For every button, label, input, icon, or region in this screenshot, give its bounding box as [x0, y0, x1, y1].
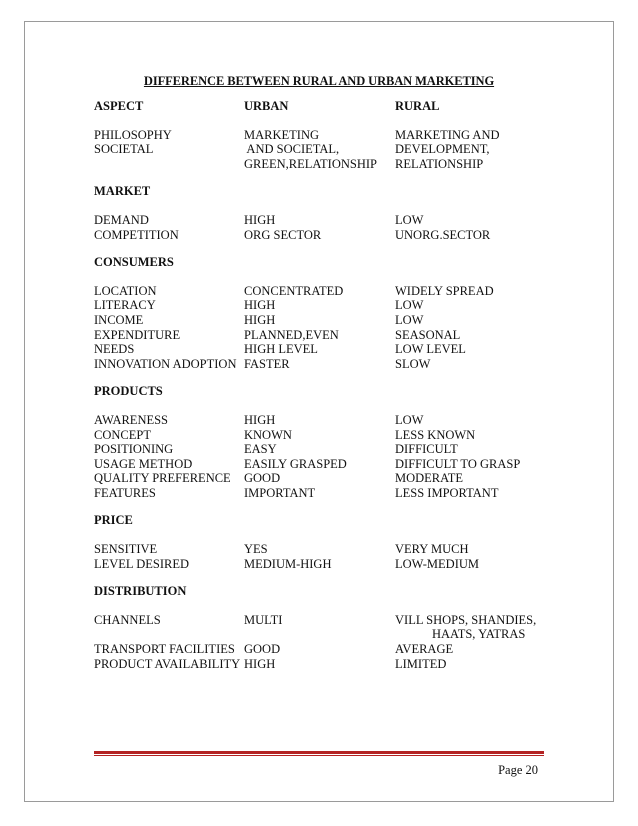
table-row	[94, 413, 564, 428]
urban-cell: MULTI	[244, 612, 283, 627]
urban-cell: HIGH	[244, 212, 276, 227]
table-row	[94, 442, 564, 457]
urban-cell: MARKETING	[244, 127, 319, 142]
urban-cell: KNOWN	[244, 427, 292, 442]
rural-cell: UNORG.SECTOR	[395, 227, 491, 242]
rural-cell: AVERAGE	[395, 642, 454, 657]
section-heading-distribution: DISTRIBUTION	[94, 584, 187, 599]
urban-cell: MEDIUM-HIGH	[244, 556, 332, 571]
aspect-cell: NEEDS	[94, 342, 135, 357]
section-heading-products: PRODUCTS	[94, 384, 163, 399]
urban-cell: GOOD	[244, 471, 281, 486]
rural-cell: LOW-MEDIUM	[395, 556, 480, 571]
aspect-cell: COMPETITION	[94, 227, 179, 242]
footer-rule-thin	[94, 755, 544, 756]
table-row	[94, 313, 564, 328]
table-row	[94, 557, 564, 572]
urban-cell: FASTER	[244, 356, 290, 371]
aspect-cell: TRANSPORT FACILITIES	[94, 642, 235, 657]
urban-cell	[244, 627, 395, 642]
aspect-cell: INCOME	[94, 312, 144, 327]
table-row	[94, 657, 564, 672]
table-row	[94, 471, 564, 486]
section-heading-price: PRICE	[94, 513, 133, 528]
rural-cell: LESS KNOWN	[395, 427, 476, 442]
urban-cell: HIGH LEVEL	[244, 342, 318, 357]
section-market	[94, 213, 564, 242]
aspect-cell: FEATURES	[94, 485, 156, 500]
aspect-cell: CHANNELS	[94, 612, 161, 627]
header-rural: RURAL	[395, 99, 440, 113]
table-header-row	[94, 99, 564, 114]
rural-cell: LOW	[395, 298, 424, 313]
aspect-cell: SOCIETAL	[94, 142, 154, 157]
table-row	[94, 642, 564, 657]
page-number: Page 20	[498, 763, 538, 777]
aspect-cell: PHILOSOPHY	[94, 127, 172, 142]
urban-cell: EASILY GRASPED	[244, 456, 347, 471]
aspect-cell: POSITIONING	[94, 442, 174, 457]
rural-cell: VERY MUCH	[395, 542, 469, 557]
aspect-cell: USAGE METHOD	[94, 456, 193, 471]
urban-cell: HIGH	[244, 312, 276, 327]
rural-cell: LOW	[395, 412, 424, 427]
table-row	[94, 357, 564, 372]
aspect-cell: LITERACY	[94, 298, 156, 313]
rural-cell: LOW LEVEL	[395, 342, 466, 357]
rural-cell: VILL SHOPS, SHANDIES,	[395, 612, 537, 627]
table-row	[94, 457, 564, 472]
footer-rule	[94, 751, 544, 754]
rural-cell: RELATIONSHIP	[395, 156, 484, 171]
table-row	[94, 342, 564, 357]
table-row	[94, 128, 564, 143]
urban-cell: EASY	[244, 442, 277, 457]
rural-cell: LOW	[395, 312, 424, 327]
section-distribution	[94, 613, 564, 671]
table-row	[94, 613, 564, 628]
header-urban: URBAN	[244, 99, 289, 113]
aspect-cell	[94, 157, 244, 172]
table-row	[94, 298, 564, 313]
urban-cell: AND SOCIETAL,	[244, 142, 340, 157]
header-aspect: ASPECT	[94, 99, 144, 113]
table-row	[94, 627, 564, 642]
section-products	[94, 413, 564, 501]
urban-cell: PLANNED,EVEN	[244, 327, 339, 342]
rural-cell: SLOW	[395, 356, 431, 371]
urban-cell: IMPORTANT	[244, 485, 316, 500]
urban-cell: GOOD	[244, 642, 281, 657]
urban-cell: ORG SECTOR	[244, 227, 322, 242]
table-row	[94, 328, 564, 343]
section-price	[94, 542, 564, 571]
table-row	[94, 542, 564, 557]
table-row	[94, 486, 564, 501]
table-row	[94, 428, 564, 443]
urban-cell: HIGH	[244, 412, 276, 427]
aspect-cell: CONCEPT	[94, 427, 151, 442]
aspect-cell: QUALITY PREFERENCE	[94, 471, 231, 486]
intro-group	[94, 128, 564, 172]
section-consumers	[94, 284, 564, 372]
section-heading-market: MARKET	[94, 184, 151, 199]
table-row	[94, 142, 564, 157]
section-heading-consumers: CONSUMERS	[94, 255, 174, 270]
rural-cell: MARKETING AND	[395, 127, 500, 142]
urban-cell: HIGH	[244, 298, 276, 313]
table-row	[94, 157, 564, 172]
rural-cell: LESS IMPORTANT	[395, 485, 499, 500]
rural-cell: SEASONAL	[395, 327, 461, 342]
comparison-table	[94, 99, 564, 671]
aspect-cell: AWARENESS	[94, 412, 169, 427]
urban-cell: GREEN,RELATIONSHIP	[244, 156, 377, 171]
rural-cell: LIMITED	[395, 656, 447, 671]
rural-cell: DIFFICULT TO GRASP	[395, 456, 521, 471]
aspect-cell: LEVEL DESIRED	[94, 556, 190, 571]
aspect-cell: SENSITIVE	[94, 542, 158, 557]
aspect-cell: DEMAND	[94, 212, 149, 227]
rural-cell: WIDELY SPREAD	[395, 283, 494, 298]
urban-cell: HIGH	[244, 656, 276, 671]
document-title: DIFFERENCE BETWEEN RURAL AND URBAN MARKETING	[143, 74, 495, 88]
urban-cell: YES	[244, 542, 268, 557]
aspect-cell: PRODUCT AVAILABILITY	[94, 656, 241, 671]
urban-cell: CONCENTRATED	[244, 283, 344, 298]
aspect-cell: INNOVATION ADOPTION	[94, 356, 237, 371]
table-row	[94, 213, 564, 228]
rural-cell: HAATS, YATRAS	[432, 627, 526, 642]
rural-cell: DEVELOPMENT,	[395, 142, 490, 157]
aspect-cell: EXPENDITURE	[94, 327, 181, 342]
rural-cell: MODERATE	[395, 471, 464, 486]
table-row	[94, 284, 564, 299]
rural-cell: DIFFICULT	[395, 442, 458, 457]
rural-cell: LOW	[395, 212, 424, 227]
aspect-cell	[94, 627, 244, 642]
table-row	[94, 228, 564, 243]
aspect-cell: LOCATION	[94, 283, 157, 298]
